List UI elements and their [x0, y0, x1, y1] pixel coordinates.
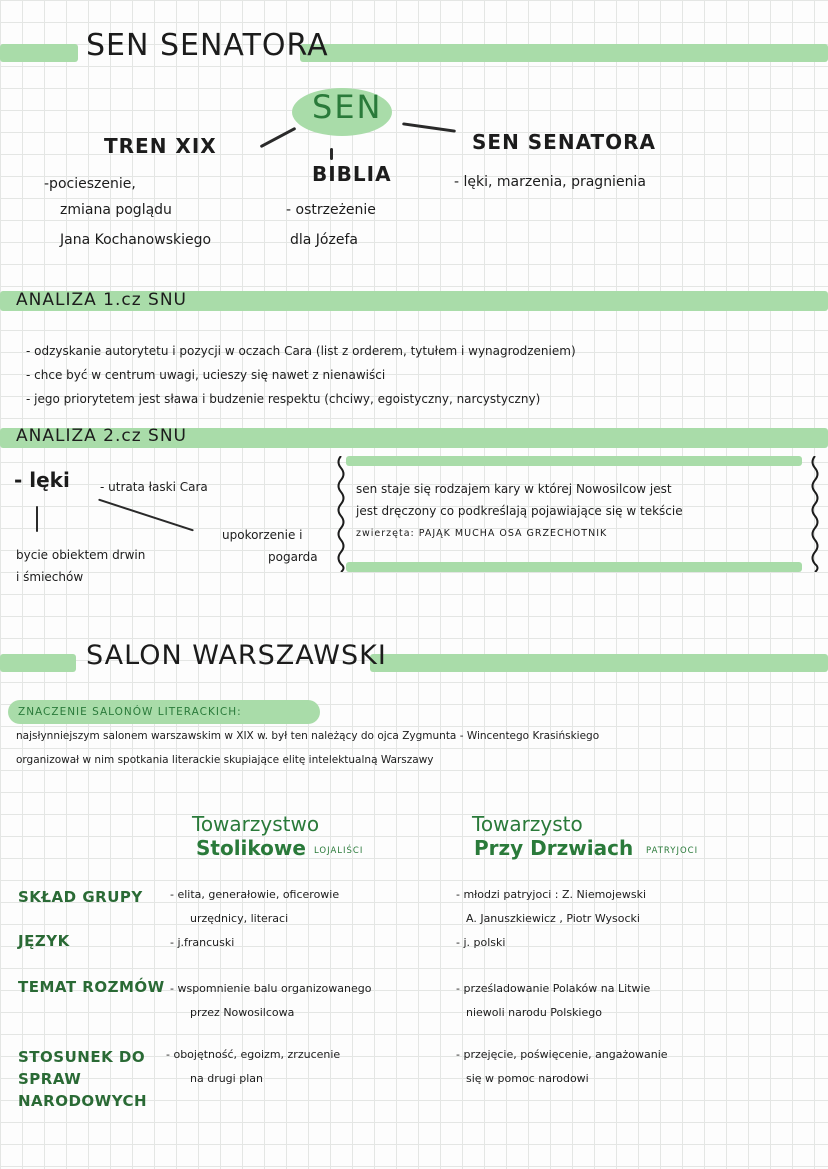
row2-c2a: - j. polski	[456, 936, 506, 949]
leki-label: - lęki	[14, 468, 70, 492]
mindmap-right-title: SEN SENATORA	[472, 130, 657, 154]
leki-branch-3a: bycie obiektem drwin	[16, 548, 146, 562]
mindmap-left-line-3: Jana Kochanowskiego	[60, 232, 212, 248]
kara-box-left-wave	[336, 456, 346, 572]
title-bar-right	[300, 44, 828, 62]
row1-c2b: A. Januszkiewicz , Piotr Wysocki	[466, 912, 640, 925]
col2-tag: PATRYJOCI	[646, 846, 699, 856]
mindmap-mid-line-2: dla Józefa	[290, 232, 358, 248]
leki-branch-3b: i śmiechów	[16, 570, 84, 584]
mindmap-center: SEN	[312, 88, 383, 126]
row-label-sklad: SKŁAD GRUPY	[18, 888, 143, 906]
mindmap-left-title: TREN XIX	[104, 134, 217, 158]
znaczenie-label: ZNACZENIE SALONÓW LITERACKICH:	[18, 706, 242, 718]
row3-c1a: - wspomnienie balu organizowanego	[170, 982, 372, 995]
row4-c1b: na drugi plan	[190, 1072, 263, 1085]
kara-box-top	[346, 456, 802, 466]
col1-title-b: Stolikowe	[196, 836, 306, 860]
col1-tag: LOJALIŚCI	[314, 846, 364, 856]
mindmap-left-line-1: -pocieszenie,	[44, 176, 136, 192]
row2-c1a: - j.francuski	[170, 936, 235, 949]
row-label-temat: TEMAT ROZMÓW	[18, 978, 165, 996]
row4-c2b: się w pomoc narodowi	[466, 1072, 589, 1085]
row1-c1b: urzędnicy, literaci	[190, 912, 289, 925]
kara-box-bottom	[346, 562, 802, 572]
kara-box-line-1: sen staje się rodzajem kary w której Nowosilcow jest	[356, 482, 672, 496]
row3-c2b: niewoli narodu Polskiego	[466, 1006, 602, 1019]
leki-line-down	[36, 506, 38, 532]
leki-branch-2a: upokorzenie i	[222, 528, 303, 542]
title2-bar-right	[370, 654, 828, 672]
kara-box-right-wave	[810, 456, 820, 572]
col1-title-a: Towarzystwo	[192, 812, 320, 836]
connector-left	[260, 127, 297, 148]
analiza1-heading: ANALIZA 1.cz SNU	[16, 290, 187, 310]
salon-title: SALON WARSZAWSKI	[86, 640, 387, 671]
mindmap-mid-line-1: - ostrzeżenie	[286, 202, 376, 218]
leki-branch-1: - utrata łaski Cara	[100, 480, 208, 494]
row-label-jezyk: JĘZYK	[18, 932, 70, 950]
mindmap-mid-title: BIBLIA	[312, 162, 392, 186]
leki-line-diag	[98, 499, 194, 532]
analiza1-line-1: - odzyskanie autorytetu i pozycji w oczach Cara (list z orderem, tytułem i wynagrodzeniem)	[26, 344, 576, 358]
salon-line-2: organizował w nim spotkania literackie skupiające elitę intelektualną Warszawy	[16, 754, 434, 766]
connector-right	[402, 122, 456, 132]
row1-c2a: - młodzi patryjoci : Z. Niemojewski	[456, 888, 647, 901]
row-label-stosunek-a: STOSUNEK DO	[18, 1048, 146, 1066]
col2-title-a: Towarzysto	[472, 812, 583, 836]
row4-c2a: - przejęcie, poświęcenie, angażowanie	[456, 1048, 668, 1061]
analiza1-line-2: - chce być w centrum uwagi, ucieszy się nawet z nienawiści	[26, 368, 386, 382]
row3-c1b: przez Nowosilcowa	[190, 1006, 295, 1019]
row-label-stosunek-b: SPRAW	[18, 1070, 82, 1088]
connector-mid	[330, 148, 333, 160]
col2-title-b: Przy Drzwiach	[474, 836, 634, 860]
leki-branch-2b: pogarda	[268, 550, 318, 564]
kara-box-animals: zwierzęta: PAJĄK MUCHA OSA GRZECHOTNIK	[356, 528, 608, 539]
salon-line-1: najsłynniejszym salonem warszawskim w XIX w. był ten należący do ojca Zygmunta - Wincentego Krasińskiego	[16, 730, 600, 742]
row1-c1a: - elita, generałowie, oficerowie	[170, 888, 340, 901]
mindmap-right-line-1: - lęki, marzenia, pragnienia	[454, 174, 646, 190]
title2-bar-left	[0, 654, 76, 672]
row-label-stosunek-c: NARODOWYCH	[18, 1092, 148, 1110]
row4-c1a: - obojętność, egoizm, zrzucenie	[166, 1048, 341, 1061]
row3-c2a: - prześladowanie Polaków na Litwie	[456, 982, 651, 995]
analiza1-line-3: - jego priorytetem jest sława i budzenie respektu (chciwy, egoistyczny, narcystyczny)	[26, 392, 541, 406]
page-title: SEN SENATORA	[86, 28, 329, 63]
mindmap-left-line-2: zmiana poglądu	[60, 202, 172, 218]
kara-box-line-2: jest dręczony co podkreślają pojawiające się w tekście	[356, 504, 683, 518]
analiza2-heading: ANALIZA 2.cz SNU	[16, 426, 187, 446]
title-bar-left	[0, 44, 78, 62]
